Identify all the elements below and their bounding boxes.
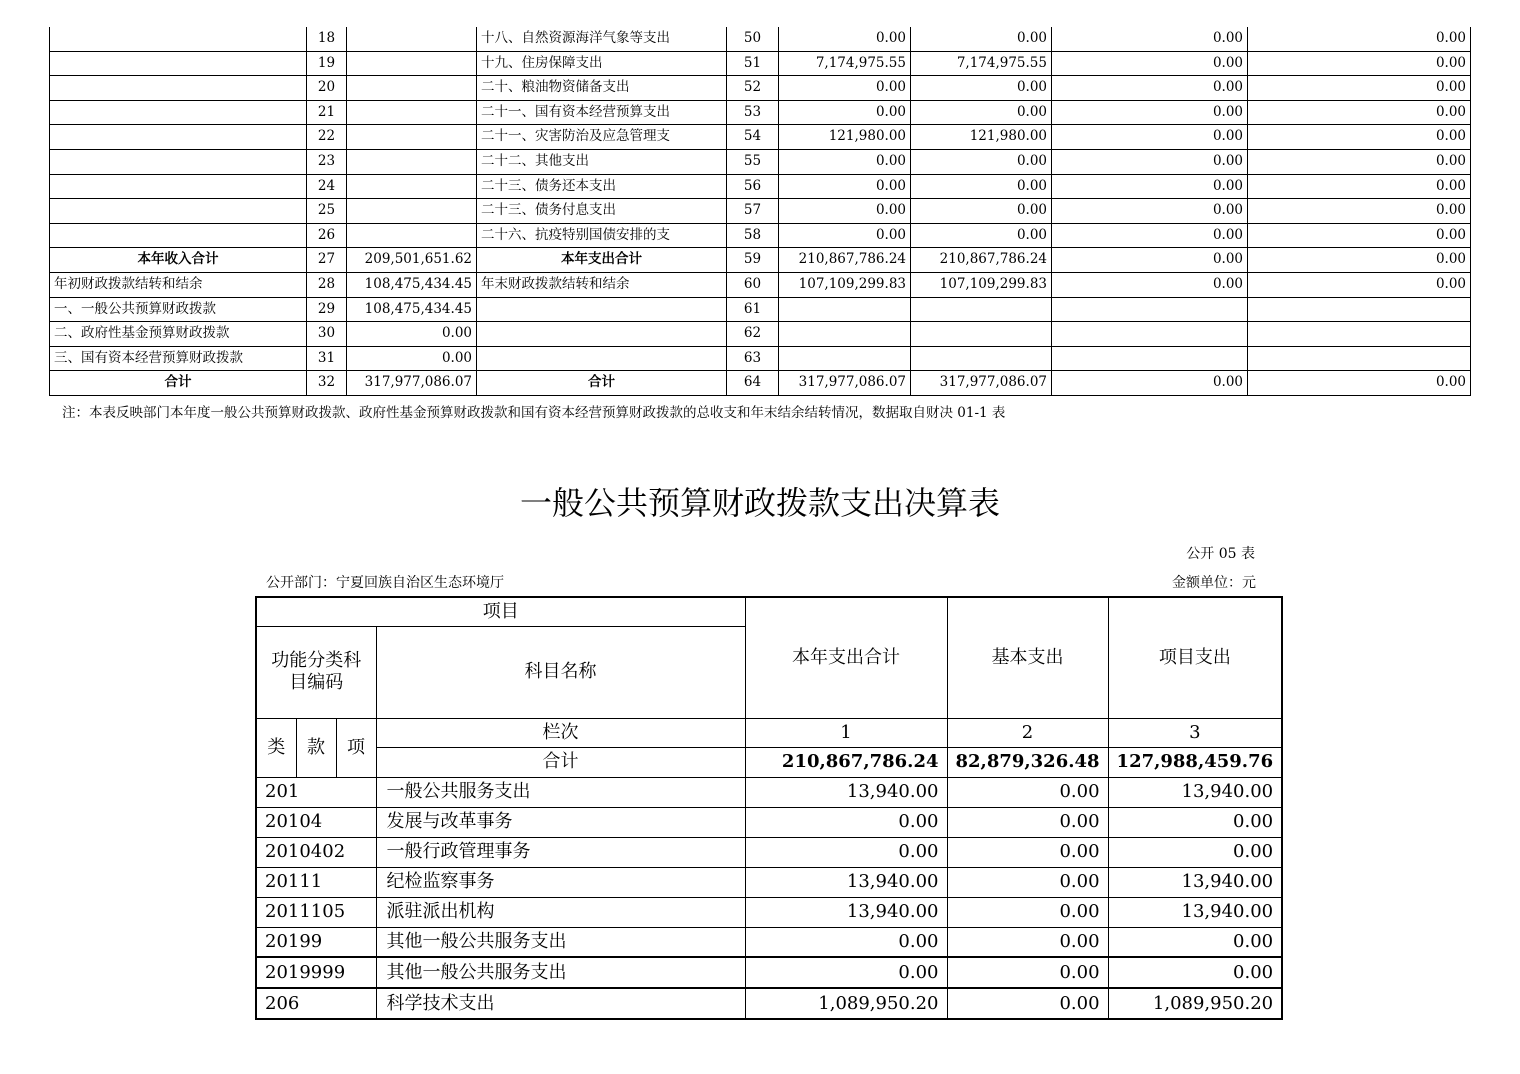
- cell-f: 0.00: [1052, 199, 1248, 224]
- header-basic: 基本支出: [947, 597, 1108, 718]
- cell-n1: 29: [307, 297, 347, 322]
- cell-b: 317,977,086.07: [347, 371, 477, 396]
- cell-project: 0.00: [1108, 807, 1282, 837]
- cell-b: [347, 199, 477, 224]
- cell-n2: 64: [727, 371, 779, 396]
- cell-f: [1052, 297, 1248, 322]
- cell-n1: 21: [307, 100, 347, 125]
- total-row-label: 合计: [376, 747, 745, 777]
- header-col3: 3: [1108, 718, 1282, 747]
- cell-total: 1,089,950.20: [745, 988, 947, 1019]
- cell-c: 合计: [477, 371, 727, 396]
- cell-n2: 51: [727, 51, 779, 76]
- cell-b: [347, 100, 477, 125]
- table-row: [256, 807, 1282, 837]
- cell-g: 0.00: [1248, 76, 1471, 101]
- cell-n2: 53: [727, 100, 779, 125]
- cell-basic: 0.00: [947, 927, 1108, 957]
- cell-total: 0.00: [745, 837, 947, 867]
- cell-g: 0.00: [1248, 149, 1471, 174]
- cell-e: 0.00: [911, 27, 1052, 51]
- table-row: [256, 867, 1282, 897]
- table-row: [50, 322, 1471, 347]
- cell-f: 0.00: [1052, 76, 1248, 101]
- table-row: [50, 346, 1471, 371]
- header-lanci: 栏次: [376, 718, 745, 747]
- cell-g: 0.00: [1248, 223, 1471, 248]
- expenditure-table: [255, 596, 1283, 1020]
- cell-d: 7,174,975.55: [779, 51, 911, 76]
- table-row: [50, 125, 1471, 150]
- cell-c: 十九、住房保障支出: [477, 51, 727, 76]
- expenditure-body: [256, 777, 1282, 1019]
- table-row: [50, 76, 1471, 101]
- cell-b: [347, 174, 477, 199]
- table-row: [256, 897, 1282, 927]
- table-row: [256, 988, 1282, 1019]
- table-note: 注：本表反映部门本年度一般公共预算财政拨款、政府性基金预算财政拨款和国有资本经营预算财政拨款的总收支和年末结余结转情况，数据取自财决 01-1 表: [62, 405, 1006, 421]
- cell-n2: 63: [727, 346, 779, 371]
- cell-b: 108,475,434.45: [347, 272, 477, 297]
- cell-d: [779, 322, 911, 347]
- cell-g: 0.00: [1248, 27, 1471, 51]
- cell-a: [50, 27, 307, 51]
- total-row-total: 210,867,786.24: [745, 747, 947, 777]
- table-row: [50, 248, 1471, 273]
- cell-n1: 19: [307, 51, 347, 76]
- cell-c: 年末财政拨款结转和结余: [477, 272, 727, 297]
- cell-b: [347, 27, 477, 51]
- cell-f: 0.00: [1052, 100, 1248, 125]
- cell-a: [50, 223, 307, 248]
- income-expense-table: [49, 27, 1471, 396]
- cell-n2: 50: [727, 27, 779, 51]
- cell-b: [347, 149, 477, 174]
- cell-code: 206: [256, 988, 376, 1019]
- cell-a: [50, 51, 307, 76]
- cell-n1: 24: [307, 174, 347, 199]
- cell-c: 十八、自然资源海洋气象等支出: [477, 27, 727, 51]
- cell-a: [50, 125, 307, 150]
- cell-n2: 59: [727, 248, 779, 273]
- cell-total: 0.00: [745, 807, 947, 837]
- cell-code: 20199: [256, 927, 376, 957]
- page-title: 一般公共预算财政拨款支出决算表: [519, 484, 1000, 522]
- cell-e: [911, 297, 1052, 322]
- cell-g: 0.00: [1248, 100, 1471, 125]
- cell-name: 纪检监察事务: [376, 867, 745, 897]
- cell-e: 107,109,299.83: [911, 272, 1052, 297]
- cell-n2: 52: [727, 76, 779, 101]
- cell-code: 2010402: [256, 837, 376, 867]
- cell-name: 科学技术支出: [376, 988, 745, 1019]
- cell-c: 二十一、国有资本经营预算支出: [477, 100, 727, 125]
- cell-a: 本年收入合计: [50, 248, 307, 273]
- cell-basic: 0.00: [947, 867, 1108, 897]
- cell-a: 合计: [50, 371, 307, 396]
- cell-basic: 0.00: [947, 807, 1108, 837]
- cell-e: 0.00: [911, 174, 1052, 199]
- cell-c: 二十二、其他支出: [477, 149, 727, 174]
- cell-f: 0.00: [1052, 27, 1248, 51]
- cell-f: 0.00: [1052, 125, 1248, 150]
- cell-c: 二十三、债务付息支出: [477, 199, 727, 224]
- cell-basic: 0.00: [947, 988, 1108, 1019]
- cell-f: 0.00: [1052, 272, 1248, 297]
- header-project: 项目支出: [1108, 597, 1282, 718]
- cell-b: 0.00: [347, 346, 477, 371]
- cell-code: 2019999: [256, 957, 376, 988]
- cell-a: 三、国有资本经营预算财政拨款: [50, 346, 307, 371]
- cell-a: [50, 149, 307, 174]
- cell-name: 其他一般公共服务支出: [376, 957, 745, 988]
- cell-e: 0.00: [911, 223, 1052, 248]
- cell-n2: 60: [727, 272, 779, 297]
- cell-a: [50, 76, 307, 101]
- header-xiang: 项: [336, 718, 376, 777]
- cell-total: 13,940.00: [745, 867, 947, 897]
- cell-n2: 62: [727, 322, 779, 347]
- cell-f: 0.00: [1052, 174, 1248, 199]
- cell-n1: 25: [307, 199, 347, 224]
- cell-f: 0.00: [1052, 248, 1248, 273]
- cell-total: 13,940.00: [745, 897, 947, 927]
- cell-b: [347, 223, 477, 248]
- cell-g: 0.00: [1248, 248, 1471, 273]
- table-row: [50, 149, 1471, 174]
- cell-project: 13,940.00: [1108, 777, 1282, 807]
- cell-n1: 32: [307, 371, 347, 396]
- cell-name: 发展与改革事务: [376, 807, 745, 837]
- cell-c: 二十、粮油物资储备支出: [477, 76, 727, 101]
- header-col2: 2: [947, 718, 1108, 747]
- cell-e: 7,174,975.55: [911, 51, 1052, 76]
- cell-f: [1052, 322, 1248, 347]
- cell-code: 201: [256, 777, 376, 807]
- cell-d: 0.00: [779, 149, 911, 174]
- cell-b: [347, 51, 477, 76]
- cell-c: 本年支出合计: [477, 248, 727, 273]
- table-row: [50, 174, 1471, 199]
- cell-project: 0.00: [1108, 927, 1282, 957]
- cell-project: 13,940.00: [1108, 867, 1282, 897]
- cell-g: [1248, 297, 1471, 322]
- cell-project: 0.00: [1108, 957, 1282, 988]
- table-row: [50, 100, 1471, 125]
- table-row: [256, 837, 1282, 867]
- form-number: 公开 05 表: [1186, 546, 1255, 562]
- cell-d: 0.00: [779, 223, 911, 248]
- cell-f: 0.00: [1052, 51, 1248, 76]
- cell-d: 0.00: [779, 76, 911, 101]
- cell-e: [911, 322, 1052, 347]
- cell-name: 其他一般公共服务支出: [376, 927, 745, 957]
- cell-n1: 27: [307, 248, 347, 273]
- header-lei: 类: [256, 718, 296, 777]
- cell-g: 0.00: [1248, 174, 1471, 199]
- cell-n1: 30: [307, 322, 347, 347]
- cell-name: 一般公共服务支出: [376, 777, 745, 807]
- header-kuan: 款: [296, 718, 336, 777]
- cell-n2: 55: [727, 149, 779, 174]
- cell-a: [50, 174, 307, 199]
- cell-g: 0.00: [1248, 125, 1471, 150]
- header-total: 本年支出合计: [745, 597, 947, 718]
- cell-n2: 58: [727, 223, 779, 248]
- cell-basic: 0.00: [947, 837, 1108, 867]
- table-row: [256, 927, 1282, 957]
- amount-unit-label: 金额单位：元: [1172, 575, 1256, 591]
- cell-g: 0.00: [1248, 51, 1471, 76]
- department-label: 公开部门：宁夏回族自治区生态环境厅: [266, 575, 504, 591]
- cell-g: 0.00: [1248, 199, 1471, 224]
- cell-code: 2011105: [256, 897, 376, 927]
- cell-b: 108,475,434.45: [347, 297, 477, 322]
- table-row: [50, 272, 1471, 297]
- cell-n2: 57: [727, 199, 779, 224]
- cell-c: [477, 297, 727, 322]
- cell-n1: 18: [307, 27, 347, 51]
- header-item: 项目: [256, 597, 745, 626]
- cell-d: 210,867,786.24: [779, 248, 911, 273]
- header-func-code: 功能分类科目编码: [256, 626, 376, 718]
- table-row: [50, 297, 1471, 322]
- cell-project: 0.00: [1108, 837, 1282, 867]
- cell-d: 0.00: [779, 199, 911, 224]
- cell-g: [1248, 322, 1471, 347]
- cell-code: 20111: [256, 867, 376, 897]
- cell-n2: 56: [727, 174, 779, 199]
- cell-g: 0.00: [1248, 371, 1471, 396]
- cell-n1: 20: [307, 76, 347, 101]
- cell-f: [1052, 346, 1248, 371]
- income-expense-body: [50, 27, 1471, 395]
- cell-a: 二、政府性基金预算财政拨款: [50, 322, 307, 347]
- cell-c: [477, 322, 727, 347]
- cell-b: 0.00: [347, 322, 477, 347]
- cell-e: 0.00: [911, 76, 1052, 101]
- cell-total: 0.00: [745, 927, 947, 957]
- cell-n2: 54: [727, 125, 779, 150]
- cell-d: 107,109,299.83: [779, 272, 911, 297]
- cell-n1: 28: [307, 272, 347, 297]
- cell-total: 13,940.00: [745, 777, 947, 807]
- cell-e: 0.00: [911, 149, 1052, 174]
- cell-n2: 61: [727, 297, 779, 322]
- cell-basic: 0.00: [947, 777, 1108, 807]
- cell-basic: 0.00: [947, 957, 1108, 988]
- cell-b: [347, 125, 477, 150]
- table-row: [50, 199, 1471, 224]
- cell-e: 210,867,786.24: [911, 248, 1052, 273]
- cell-name: 一般行政管理事务: [376, 837, 745, 867]
- cell-a: [50, 100, 307, 125]
- cell-a: [50, 199, 307, 224]
- cell-project: 1,089,950.20: [1108, 988, 1282, 1019]
- cell-d: 0.00: [779, 174, 911, 199]
- cell-c: 二十三、债务还本支出: [477, 174, 727, 199]
- cell-c: [477, 346, 727, 371]
- cell-g: [1248, 346, 1471, 371]
- cell-f: 0.00: [1052, 371, 1248, 396]
- cell-d: 0.00: [779, 100, 911, 125]
- header-col1: 1: [745, 718, 947, 747]
- total-row-basic: 82,879,326.48: [947, 747, 1108, 777]
- cell-d: [779, 346, 911, 371]
- cell-e: 317,977,086.07: [911, 371, 1052, 396]
- cell-e: 0.00: [911, 199, 1052, 224]
- cell-n1: 26: [307, 223, 347, 248]
- table-row: [256, 777, 1282, 807]
- cell-project: 13,940.00: [1108, 897, 1282, 927]
- cell-d: 317,977,086.07: [779, 371, 911, 396]
- cell-d: 121,980.00: [779, 125, 911, 150]
- cell-g: 0.00: [1248, 272, 1471, 297]
- table-row: [50, 371, 1471, 396]
- table-row: [50, 27, 1471, 51]
- cell-b: [347, 76, 477, 101]
- cell-name: 派驻派出机构: [376, 897, 745, 927]
- cell-code: 20104: [256, 807, 376, 837]
- cell-n1: 31: [307, 346, 347, 371]
- cell-e: [911, 346, 1052, 371]
- cell-basic: 0.00: [947, 897, 1108, 927]
- cell-d: [779, 297, 911, 322]
- cell-b: 209,501,651.62: [347, 248, 477, 273]
- cell-c: 二十六、抗疫特别国债安排的支: [477, 223, 727, 248]
- cell-a: 一、一般公共预算财政拨款: [50, 297, 307, 322]
- cell-c: 二十一、灾害防治及应急管理支: [477, 125, 727, 150]
- header-subject-name: 科目名称: [376, 626, 745, 718]
- cell-e: 121,980.00: [911, 125, 1052, 150]
- cell-e: 0.00: [911, 100, 1052, 125]
- table-row: [50, 223, 1471, 248]
- cell-a: 年初财政拨款结转和结余: [50, 272, 307, 297]
- cell-f: 0.00: [1052, 149, 1248, 174]
- cell-n1: 23: [307, 149, 347, 174]
- cell-d: 0.00: [779, 27, 911, 51]
- table-row: [256, 957, 1282, 988]
- cell-n1: 22: [307, 125, 347, 150]
- table-row: [50, 51, 1471, 76]
- total-row-project: 127,988,459.76: [1108, 747, 1282, 777]
- cell-f: 0.00: [1052, 223, 1248, 248]
- cell-total: 0.00: [745, 957, 947, 988]
